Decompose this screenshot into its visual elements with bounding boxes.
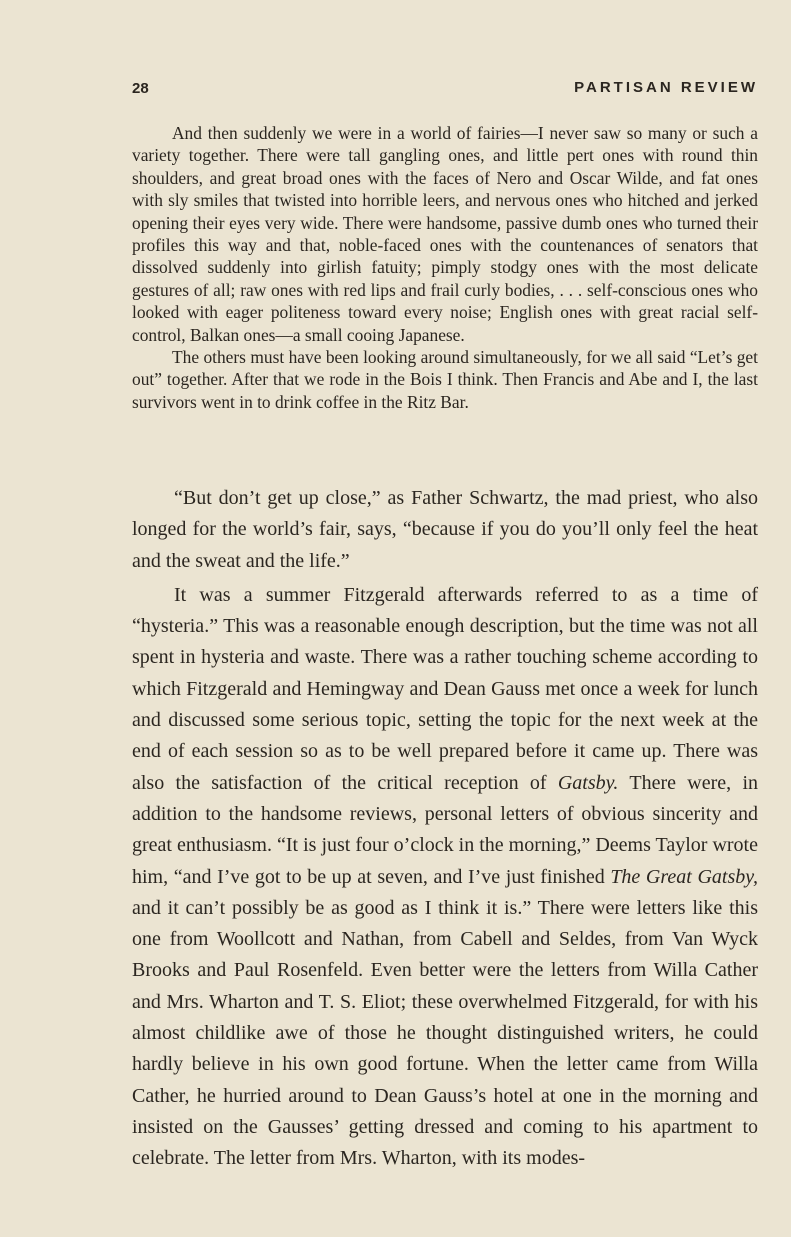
body-paragraph-2-part-b: There were, in addition to the handsome reviews, personal letters of obvious sincerity and great enthusiasm. “It is just four o’clock in the morning,” Deems Taylor wrote him, “and I’ve got to be up at seven, and I’ve just finished [132, 771, 758, 888]
italic-title-gatsby: Gatsby. [557, 771, 619, 794]
body-text [132, 483, 758, 1175]
block-quote [132, 122, 758, 413]
body-paragraph-2 [132, 580, 758, 1175]
italic-title-great-gatsby: The Great Gatsby, [610, 865, 758, 888]
body-paragraph-2-part-a: It was a summer Fitzgerald afterwards referred to as a time of “hysteria.” This was a reasonable enough description, but the time was not all spent in hysteria and waste. There was a rather touching scheme according to which Fitzgerald and Hemingway and Dean Gauss met once a week for lunch and discussed some serious topic, setting the topic for the next week at the end of each session so as to be well prepared before it came up. There was also the satisfaction of the critical reception of [132, 583, 758, 794]
body-paragraph-1: “But don’t get up close,” as Father Schwartz, the mad priest, who also longed for the world’s fair, says, “because if you do you’ll only feel the heat and the sweat and the life.” [132, 487, 758, 572]
page-header [132, 74, 758, 102]
running-head: PARTISAN REVIEW [574, 79, 758, 96]
quote-paragraph-2: The others must have been looking around simultaneously, for we all said “Let’s get out” together. After that we rode in the Bois I think. Then Francis and Abe and I, the last survivors went in to drink coffee in the Ritz Bar. [132, 347, 758, 412]
quote-paragraph-1: And then suddenly we were in a world of fairies—I never saw so many or such a variety together. There were tall gangling ones, and little pert ones with round thin shoulders, and great broad ones with the faces of Nero and Oscar Wilde, and fat ones with sly smiles that twisted into horrible leers, and nervous ones who hitched and jerked opening their eyes very wide. There were handsome, passive dumb ones who turned their profiles this way and that, noble-faced ones with the countenances of senators that dissolved suddenly into girlish fatuity; pimply stodgy ones with the most delicate gestures of all; raw ones with red lips and frail curly bodies, . . . self-conscious ones who looked with eager politeness toward every noise; English ones with great racial self-control, Balkan ones—a small cooing Japanese. [132, 123, 758, 345]
page-number: 28 [132, 80, 149, 97]
body-paragraph-2-part-c: and it can’t possibly be as good as I think it is.” There were letters like this one from Woollcott and Nathan, from Cabell and Seldes, from Van Wyck Brooks and Paul Rosenfeld. Even better were the letters from Willa Cather and Mrs. Wharton and T. S. Eliot; these overwhelmed Fitzgerald, for with his almost childlike awe of those he thought distinguished writers, he could hardly believe in his own good fortune. When the letter came from Willa Cather, he hurried around to Dean Gauss’s hotel at one in the morning and insisted on the Gausses’ getting dressed and coming to his apartment to celebrate. The letter from Mrs. Wharton, with its modes- [132, 896, 758, 1170]
